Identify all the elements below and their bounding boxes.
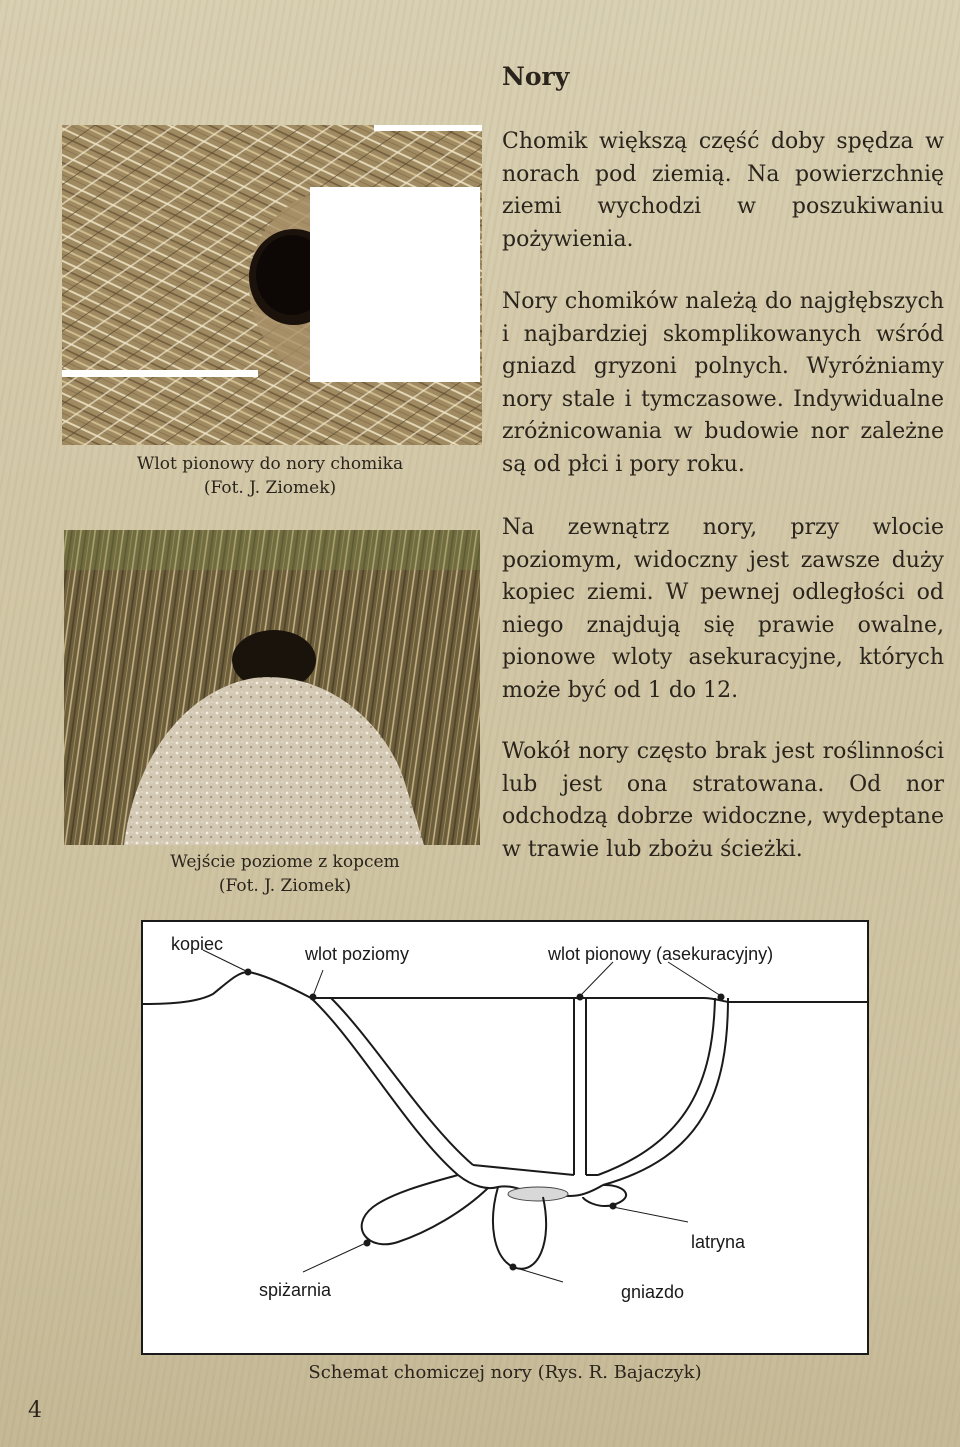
label-wlot-poziomy: wlot poziomy xyxy=(305,944,410,964)
ground-line xyxy=(143,972,867,1004)
photo-horizontal-entrance xyxy=(64,530,480,845)
paragraph-1: Chomik większą część doby spędza w norach pod ziemią. Na powierzchnię ziemi wychodzi w poszukiwaniu pożywienia. xyxy=(502,129,944,252)
paragraph-3: Na zewnątrz nory, przy wlocie poziomym, widoczny jest zawsze duży kopiec ziemi. W pewnej odległości od niego znajdują się prawie owalne, pionowe wloty asekuracyjne, których może być od 1 do 12. xyxy=(502,515,944,703)
label-latryna: latryna xyxy=(691,1232,746,1252)
paragraph-4: Wokół nory często brak jest roślinności lub jest ona stratowana. Od nor odchodzą dobrze widoczne, wydeptane w trawie lub zbożu ścieżki. xyxy=(502,739,944,862)
photo2-caption xyxy=(110,850,460,898)
diagram-caption: Schemat chomiczej nory (Rys. R. Bajaczyk) xyxy=(308,1362,702,1383)
label-gniazdo: gniazdo xyxy=(621,1282,685,1302)
page-number: 4 xyxy=(28,1398,42,1423)
photo2-caption-title: Wejście poziome z kopcem xyxy=(170,852,400,872)
photo2-caption-credit: (Fot. J. Ziomek) xyxy=(218,876,352,896)
label-spizarnia: spiżarnia xyxy=(259,1280,332,1300)
page-heading: Nory xyxy=(502,62,570,91)
photo1-caption xyxy=(110,452,430,500)
label-kopiec: kopiec xyxy=(171,934,224,954)
burrow-diagram xyxy=(141,920,869,1355)
label-wlot-pionowy: wlot pionowy (asekuracyjny) xyxy=(548,944,774,964)
photo-vertical-entrance xyxy=(62,125,482,445)
paragraph-2: Nory chomików należą do najgłębszych i najbardziej skomplikowanych wśród gniazd gryzoni polnych. Wyróżniamy nory stale i tymczasowe. Indywidualne zróżnicowania w budowie nor zależne są od płci i pory roku. xyxy=(502,289,944,477)
photo1-caption-credit: (Fot. J. Ziomek) xyxy=(203,478,337,498)
photo1-caption-title: Wlot pionowy do nory chomika xyxy=(136,454,404,474)
